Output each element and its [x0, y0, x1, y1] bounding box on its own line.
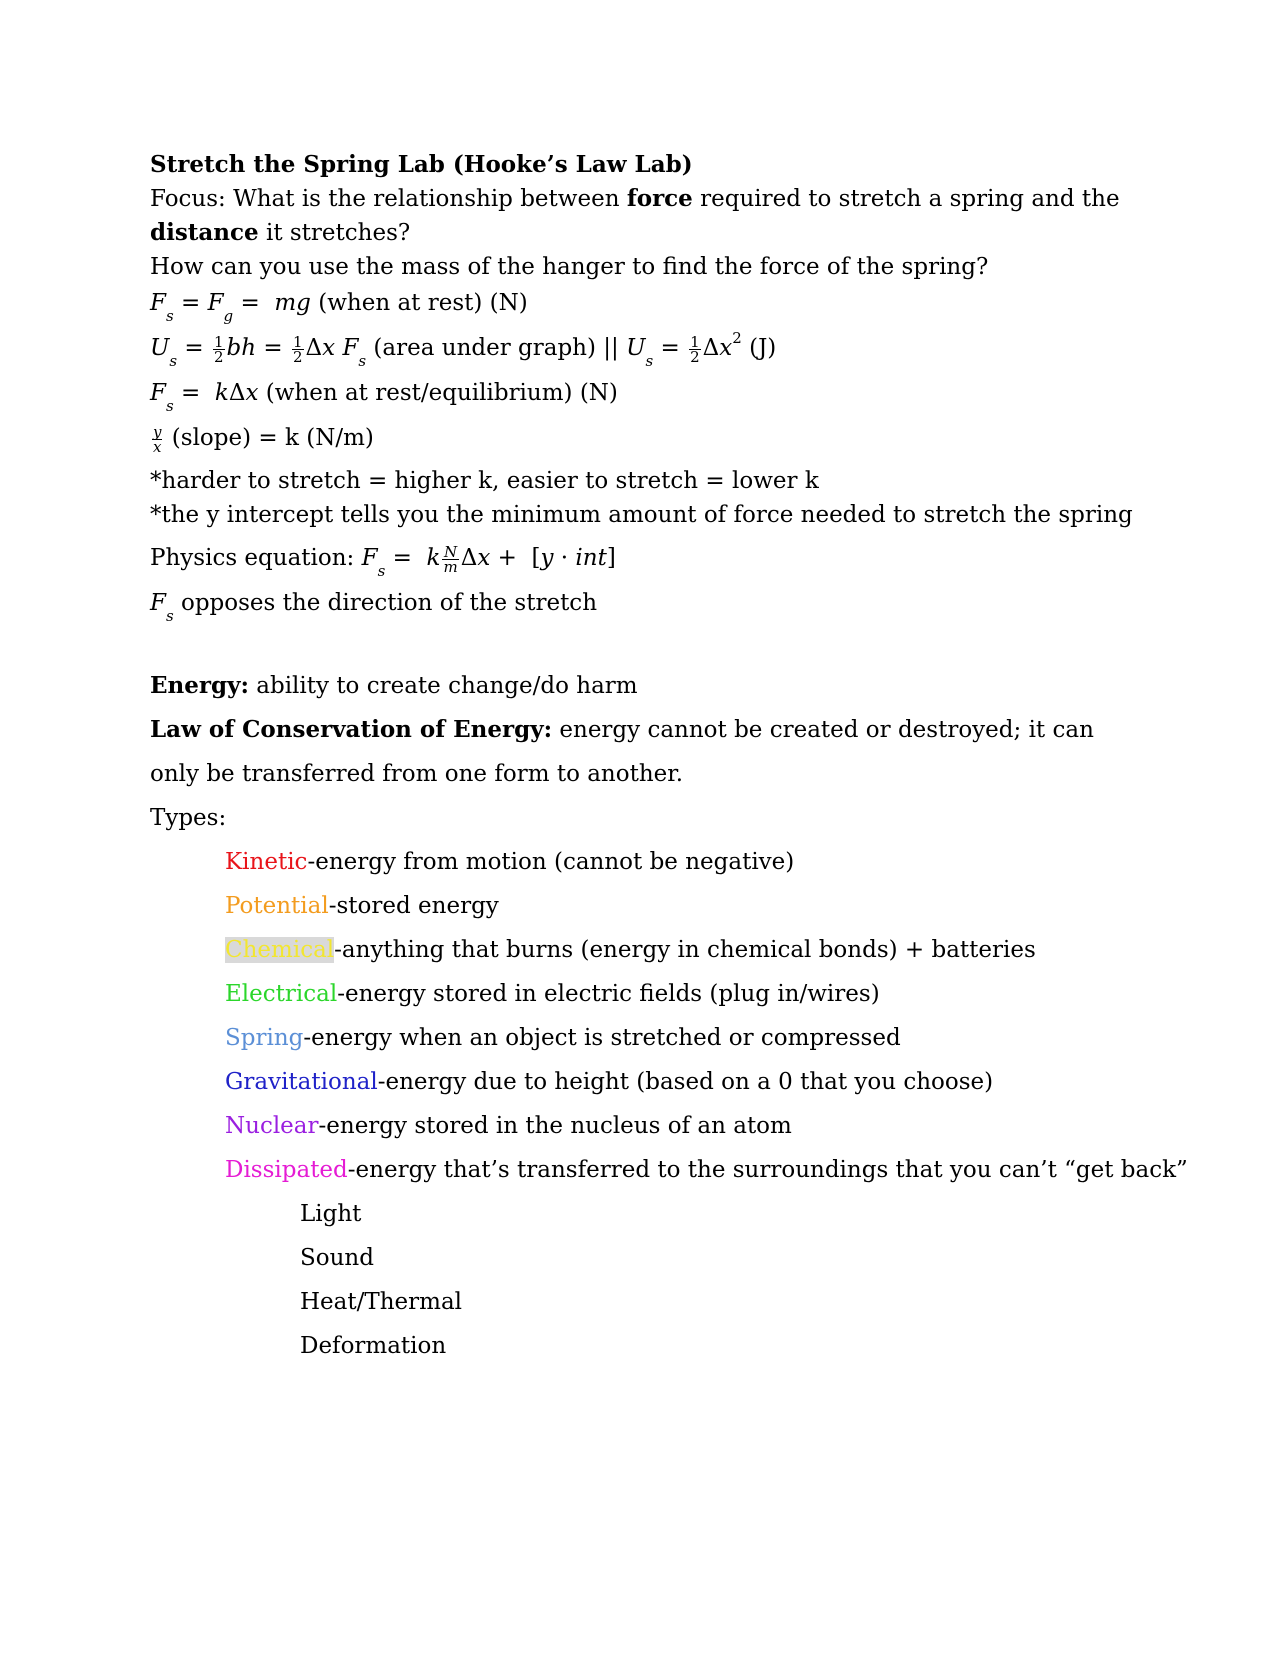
energy-type-gravitational: Gravitational-energy due to height (based on a 0 that you choose) [225, 1069, 994, 1095]
focus-question: Focus: What is the relationship between force required to stretch a spring and the distance it stretches? [150, 185, 1120, 246]
note-y-intercept: *the y intercept tells you the minimum amount of force needed to stretch the spring [150, 502, 1133, 528]
note-stiffness: *harder to stretch = higher k, easier to stretch = lower k [150, 468, 819, 494]
energy-type-spring: Spring-energy when an object is stretched or compressed [225, 1025, 901, 1051]
energy-section [150, 664, 1188, 1368]
equation-spring-energy: $U_s$ = $\frac{1}{2}$ bh = $\frac{1}{2}$ Δx $F_s$ (area under graph) || $U_s$ = $\frac{1}{2}$ $\Delta x^2$ (J) [150, 329, 777, 370]
page-title: Stretch the Spring Lab (Hooke’s Law Lab) [150, 151, 693, 178]
dissipated-form-sound: Sound [300, 1245, 374, 1271]
physics-equation: Physics equation: $F_s = k$ $\frac{N}{m}$ Δx + [y · int] [150, 542, 616, 580]
document-content [150, 148, 1188, 1368]
energy-type-potential: Potential-stored energy [225, 893, 499, 919]
hanger-question: How can you use the mass of the hanger to find the force of the spring? [150, 254, 989, 280]
types-label: Types: [150, 805, 227, 831]
equation-slope: $\frac{y}{x}$ (slope) = k (N/m) [153, 422, 374, 456]
energy-type-chemical: Chemical-anything that burns (energy in chemical bonds) + batteries [225, 937, 1036, 963]
spring-force-direction: $F_s$ opposes the direction of the stretch [150, 590, 598, 625]
energy-type-nuclear: Nuclear-energy stored in the nucleus of an atom [225, 1113, 792, 1139]
conservation-law: Law of Conservation of Energy: energy cannot be created or destroyed; it can only be transferred from one form to another. [150, 716, 1094, 787]
energy-definition: Energy: ability to create change/do harm [150, 672, 638, 699]
dissipated-form-light: Light [300, 1201, 362, 1227]
energy-type-dissipated: Dissipated-energy that’s transferred to the surroundings that you can’t “get back” [225, 1157, 1188, 1183]
equation-force-weight: $F_s = F_g$ = mg (when at rest) (N) [150, 290, 528, 325]
dissipated-form-heat: Heat/Thermal [300, 1289, 463, 1315]
energy-type-kinetic: Kinetic-energy from motion (cannot be negative) [225, 849, 795, 875]
equation-hookes-law: $F_s = k\Delta x$ (when at rest/equilibrium) (N) [150, 380, 618, 415]
energy-type-electrical: Electrical-energy stored in electric fields (plug in/wires) [225, 981, 880, 1007]
dissipated-form-deformation: Deformation [300, 1333, 447, 1359]
